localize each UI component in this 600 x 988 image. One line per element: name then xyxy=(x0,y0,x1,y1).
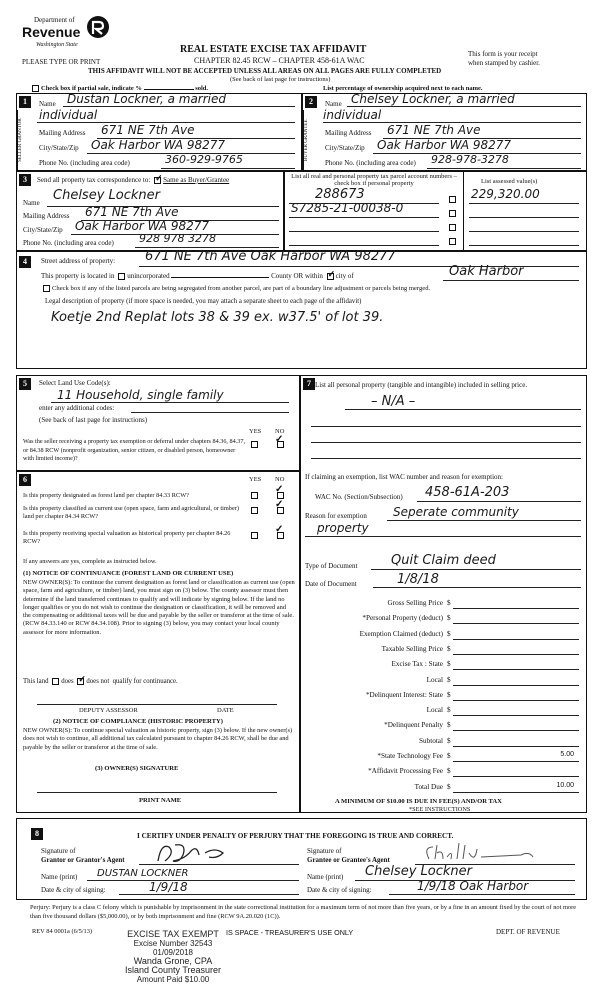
seller-city[interactable]: Oak Harbor WA 98277 xyxy=(91,138,226,152)
fee-dollar: $ xyxy=(447,690,451,699)
parcel-2-personal-checkbox[interactable] xyxy=(449,210,456,217)
grantor-sig-label-1: Signature of xyxy=(41,847,76,855)
form-title: REAL ESTATE EXCISE TAX AFFIDAVIT xyxy=(180,44,367,55)
fee-label: Subtotal xyxy=(419,736,443,745)
fee-row xyxy=(301,596,588,610)
exemption-label: If claiming an exemption, list WAC number and reason for exemption: xyxy=(305,473,503,481)
corr-mail-label: Mailing Address xyxy=(23,212,70,220)
land-use-yes-label: YES xyxy=(249,428,262,435)
stamp-line-6: Amount Paid $10.00 xyxy=(136,975,210,984)
stamp-line-3: 01/09/2018 xyxy=(152,948,194,957)
dept-label: Department of xyxy=(34,16,75,24)
fee-dollar: $ xyxy=(447,614,451,623)
fee-dollar: $ xyxy=(447,599,451,607)
fee-label: *Delinquent Interest: State xyxy=(365,690,443,699)
notice-compliance-title: (2) NOTICE OF COMPLIANCE (HISTORIC PROPERTY) xyxy=(53,718,223,725)
parcel-1-personal-checkbox[interactable] xyxy=(449,196,456,203)
corr-mail[interactable]: 671 NE 7th Ave xyxy=(85,205,179,219)
buyer-city[interactable]: Oak Harbor WA 98277 xyxy=(377,138,512,152)
parcels-header: List all real and personal property tax parcel account numbers – check box if personal property xyxy=(291,173,457,187)
section-buyer xyxy=(302,93,587,171)
treasurer-stamp xyxy=(108,930,238,984)
notice-continuance-body: NEW OWNER(S): To continue the current designation as forest land or classification as current use (open space, farm and agriculture, or timber) land, you must sign on (3) below. The county assessor must then determine if the land transferred continues to qualify and will indicate by signing below. If the land no longer qualifies or you do not wish to continue the designation or classification, it will be removed and the compensating or additional taxes will be due and payable by the seller or transferor at the time of sale. (RCW 84.33.140 or RCW 84.34.108). Prior to signing (3) below, you may contact your local county assessor for more information. xyxy=(23,579,295,636)
fee-row xyxy=(301,688,588,702)
certify-statement: I CERTIFY UNDER PENALTY OF PERJURY THAT THE FOREGOING IS TRUE AND CORRECT. xyxy=(137,832,454,840)
historic-yes-checkbox[interactable] xyxy=(251,532,258,539)
grantor-name[interactable]: DUSTAN LOCKNER xyxy=(97,868,189,879)
form-revision: REV 84 0001a (6/5/13) xyxy=(32,928,93,935)
property-city[interactable]: Oak Harbor xyxy=(449,264,524,279)
fee-label: Local xyxy=(426,706,443,715)
section-1-number: 1 xyxy=(19,96,31,108)
forest-question: Is this property designated as forest land per chapter 84.33 RCW? xyxy=(23,492,189,499)
grantee-signature[interactable] xyxy=(421,841,541,865)
fee-label: Total Due xyxy=(414,782,443,791)
see-instructions: *SEE INSTRUCTIONS xyxy=(409,806,471,813)
does-not-checkbox[interactable]: ✓ xyxy=(78,674,86,684)
s6-yes-label: YES xyxy=(249,476,262,483)
section-seller xyxy=(16,93,302,171)
doc-date-label: Date of Document xyxy=(305,580,357,588)
form-warning: THIS AFFIDAVIT WILL NOT BE ACCEPTED UNLESS ALL AREAS ON ALL PAGES ARE FULLY COMPLETED xyxy=(88,67,442,75)
notice-continuance-title: (1) NOTICE OF CONTINUANCE (FOREST LAND OR CURRENT USE) xyxy=(23,570,234,577)
reason-line-2[interactable]: property xyxy=(317,521,369,535)
deputy-date-label: DATE xyxy=(217,707,234,714)
section-designations xyxy=(16,471,300,813)
perjury-note: Perjury: Perjury is a class C felony which is punishable by imprisonment in the state correctional institution for a maximum term of not more than five years, or by a fine in an amount fixed by the court of not more than five thousand dollars ($5,000.00), or by both imprisonment and fine (RCW 9A.20.020 (1C)). xyxy=(30,904,577,920)
grantee-date[interactable]: 1/9/18 Oak Harbor xyxy=(417,879,529,893)
seller-city-label: City/State/Zip xyxy=(39,144,79,152)
stamp-line-2: Excise Number 32543 xyxy=(133,939,213,948)
parcel-3-personal-checkbox[interactable] xyxy=(449,224,456,231)
exemption-no-check-icon: ✓ xyxy=(275,434,284,445)
street-label: Street address of property: xyxy=(41,257,116,265)
fee-dollar: $ xyxy=(447,675,451,684)
fee-dollar: $ xyxy=(447,736,451,745)
grantor-sig-label-2: Grantor or Grantor's Agent xyxy=(41,856,125,864)
stamp-line-5: Island County Treasurer xyxy=(124,965,222,975)
land-use-no-label: NO xyxy=(275,428,285,435)
fee-row xyxy=(301,673,588,687)
buyer-name[interactable]: Chelsey Lockner, a married xyxy=(351,92,515,106)
dept-name: Revenue xyxy=(22,24,81,40)
grantor-name-label: Name (print) xyxy=(41,873,78,881)
dept-footer: DEPT. OF REVENUE xyxy=(496,928,560,936)
buyer-name-label: Name xyxy=(325,100,342,108)
fee-row xyxy=(301,780,588,794)
current-use-no-check-icon: ✓ xyxy=(275,499,284,510)
seller-phone-label: Phone No. (including area code) xyxy=(39,159,130,167)
buyer-phone-label: Phone No. (including area code) xyxy=(325,159,416,167)
corr-name[interactable]: Chelsey Lockner xyxy=(53,188,160,203)
receipt-note-2: when stamped by cashier. xyxy=(468,59,540,67)
does-checkbox[interactable] xyxy=(52,678,59,685)
parcel-4-personal-checkbox[interactable] xyxy=(449,238,456,245)
fee-row xyxy=(301,657,588,671)
historic-no-check-icon: ✓ xyxy=(275,524,284,535)
fee-label: Local xyxy=(426,675,443,684)
current-use-yes-checkbox[interactable] xyxy=(251,507,258,514)
seller-mail[interactable]: 671 NE 7th Ave xyxy=(101,123,195,137)
unincorporated-checkbox[interactable] xyxy=(118,273,125,280)
land-use-code[interactable]: 11 Household, single family xyxy=(57,388,224,402)
grantor-date-label: Date & city of signing: xyxy=(41,886,106,894)
fee-row xyxy=(301,764,588,778)
minimum-note: A MINIMUM OF $10.00 IS DUE IN FEE(S) AND/OR TAX xyxy=(335,798,502,805)
forest-yes-checkbox[interactable] xyxy=(251,492,258,499)
segregated-row: Check box if any of the listed parcels are being segregated from another parcel, are part of a boundary line adjustment or parcels being merged. xyxy=(41,285,430,292)
street-address[interactable]: 671 NE 7th Ave Oak Harbor WA 98277 xyxy=(145,249,396,264)
section-personal-property xyxy=(300,375,587,813)
fee-row xyxy=(301,703,588,717)
buyer-name-2[interactable]: individual xyxy=(323,108,382,122)
grantee-name-label: Name (print) xyxy=(307,873,344,881)
fee-dollar: $ xyxy=(447,752,451,760)
owner-signature-label: (3) OWNER(S) SIGNATURE xyxy=(95,765,179,772)
same-as-buyer-label: Same as Buyer/Grantee xyxy=(163,176,230,184)
parcel-2[interactable]: S7285-21-00038-0 xyxy=(291,201,404,215)
fee-label: Gross Selling Price xyxy=(387,599,443,607)
print-name-label: PRINT NAME xyxy=(139,797,182,804)
print-note: PLEASE TYPE OR PRINT xyxy=(22,58,101,66)
section-parcels xyxy=(284,171,587,251)
fee-row xyxy=(301,749,588,763)
revenue-logo xyxy=(22,12,117,52)
stamp-line-4: Wanda Grone, CPA xyxy=(133,956,213,966)
sold-label: sold. xyxy=(195,85,209,92)
seller-name-label: Name xyxy=(39,100,56,108)
section-4-number: 4 xyxy=(19,256,31,268)
if-yes-note: If any answers are yes, complete as instructed below. xyxy=(23,558,157,565)
section-land-use xyxy=(16,375,300,471)
fee-row xyxy=(301,611,588,625)
fee-label: *State Technology Fee xyxy=(377,752,443,760)
fee-label: *Affidavit Processing Fee xyxy=(368,767,443,776)
grantee-date-label: Date & city of signing: xyxy=(307,886,372,894)
buyer-mail[interactable]: 671 NE 7th Ave xyxy=(387,123,481,137)
same-as-buyer-checkbox[interactable]: ✓ xyxy=(155,172,163,183)
reason-label: Reason for exemption xyxy=(305,512,367,520)
wac-label: WAC No. (Section/Subsection) xyxy=(315,493,403,501)
s6-no-label: NO xyxy=(275,476,285,483)
assessed-header: List assessed value(s) xyxy=(481,178,538,185)
corr-name-label: Name xyxy=(23,199,40,207)
this-land-row: This land does ✓ does not qualify for continuance. xyxy=(23,674,178,686)
located-row: This property is located in unincorporated County OR within ✓ city of xyxy=(41,268,354,280)
doc-type[interactable]: Quit Claim deed xyxy=(391,553,496,568)
fee-label: Exemption Claimed (deduct) xyxy=(359,629,443,638)
fee-label: Excise Tax : State xyxy=(391,660,443,669)
fee-dollar: $ xyxy=(447,660,451,669)
section-property xyxy=(16,251,587,369)
land-use-label: Select Land Use Code(s): xyxy=(39,379,111,387)
buyer-tab: BUYER GRANTEE xyxy=(303,110,313,170)
revenue-emblem-icon xyxy=(86,14,110,40)
assessed-value[interactable]: 229,320.00 xyxy=(471,187,540,201)
seller-name[interactable]: Dustan Lockner, a married xyxy=(67,92,227,106)
forest-no-check-icon: ✓ xyxy=(275,484,284,495)
fee-label: Taxable Selling Price xyxy=(381,644,443,653)
doc-date[interactable]: 1/8/18 xyxy=(397,572,439,587)
doc-type-label: Type of Document xyxy=(305,562,358,570)
land-use-see-back: (See back of last page for instructions) xyxy=(39,416,148,424)
seller-mail-label: Mailing Address xyxy=(39,129,86,137)
personal-property-value[interactable]: – N/A – xyxy=(371,394,416,409)
section-8-number: 8 xyxy=(31,828,43,840)
stamp-line-1: EXCISE TAX EXEMPT xyxy=(127,929,219,939)
buyer-city-label: City/State/Zip xyxy=(325,144,365,152)
seller-tab: SELLER GRANTOR xyxy=(17,110,27,170)
section-2-number: 2 xyxy=(305,96,317,108)
section-certification xyxy=(16,818,587,900)
see-back-note: (See back of last page for instructions) xyxy=(230,76,331,83)
legal-label: Legal description of property (if more space is needed, you may attach a separate sheet to each page of the affidavit) xyxy=(45,298,362,305)
corr-phone-label: Phone No. (including area code) xyxy=(23,239,114,247)
corr-city-label: City/State/Zip xyxy=(23,226,63,234)
wac-number[interactable]: 458-61A-203 xyxy=(425,485,510,500)
form-chapters: CHAPTER 82.45 RCW – CHAPTER 458-61A WAC xyxy=(194,56,365,65)
corr-city[interactable]: Oak Harbor WA 98277 xyxy=(75,219,210,233)
fee-dollar: $ xyxy=(447,721,451,730)
fee-value[interactable]: 5.00 xyxy=(560,751,574,758)
buyer-mail-label: Mailing Address xyxy=(325,129,372,137)
segregated-checkbox[interactable] xyxy=(43,285,50,292)
fee-row xyxy=(301,627,588,641)
receipt-note-1: This form is your receipt xyxy=(468,50,538,58)
partial-sale-label: Check box if partial sale, indicate % xyxy=(41,85,142,92)
section-7-number: 7 xyxy=(303,378,315,390)
grantee-sig-label-1: Signature of xyxy=(307,847,342,855)
fee-row xyxy=(301,718,588,732)
grantee-name[interactable]: Chelsey Lockner xyxy=(365,864,472,879)
personal-property-label: List all personal property (tangible and intangible) included in selling price. xyxy=(315,381,528,389)
partial-sale-checkbox[interactable] xyxy=(32,85,39,92)
city-of-checkbox[interactable]: ✓ xyxy=(327,268,336,279)
grantor-date[interactable]: 1/9/18 xyxy=(149,880,188,894)
exemption-yes-checkbox[interactable] xyxy=(251,441,258,448)
buyer-phone[interactable]: 928-978-3278 xyxy=(431,153,509,166)
reason-line-1[interactable]: Seperate community xyxy=(393,505,519,519)
grantor-signature[interactable] xyxy=(153,839,243,867)
fee-value[interactable]: 10.00 xyxy=(556,781,574,789)
exemption-question: Was the seller receiving a property tax exemption or deferral under chapters 84.36, 84.37, or 84.38 RCW (nonprofit organization, senior citizen, or disabled person, homeowner with limited income)? xyxy=(23,438,245,462)
state-label: Washington State xyxy=(36,42,78,48)
additional-codes-label: enter any additional codes: xyxy=(39,404,115,412)
deputy-assessor-label: DEPUTY ASSESSOR xyxy=(79,707,138,714)
fee-dollar: $ xyxy=(447,706,451,715)
ownership-note: List percentage of ownership acquired next to each name. xyxy=(323,85,483,92)
fee-dollar: $ xyxy=(447,629,451,638)
fee-label: *Personal Property (deduct) xyxy=(362,614,443,623)
current-use-question: Is this property classified as current use (open space, farm and agricultural, or timber) land per chapter 84.34 RCW? xyxy=(23,505,239,520)
fee-dollar: $ xyxy=(447,782,451,791)
notice-compliance-body: NEW OWNER(S): To continue special valuation as historic property, sign (3) below. If the new owner(s) does not wish to continue, all additional tax calculated pursuant to chapter 84.26 RCW, shall be due and payable by the seller or transferor at the time of sale. xyxy=(23,727,293,751)
partial-sale-row xyxy=(30,85,208,92)
correspondence-label: Send all property tax correspondence to: ✓ Same as Buyer/Grantee xyxy=(37,172,230,184)
parcel-1[interactable]: 288673 xyxy=(315,187,365,202)
fee-dollar: $ xyxy=(447,767,451,776)
fee-row xyxy=(301,642,588,656)
fee-label: *Delinquent Penalty xyxy=(384,721,443,730)
historic-question: Is this property receiving special valuation as historical property per chapter 84.26 RCW? xyxy=(23,530,231,545)
seller-phone[interactable]: 360-929-9765 xyxy=(165,153,243,166)
legal-description[interactable]: Koetje 2nd Replat lots 38 & 39 ex. w37.5' of lot 39. xyxy=(51,310,384,325)
grantee-sig-label-2: Grantee or Grantee's Agent xyxy=(307,856,390,864)
corr-phone[interactable]: 928 978 3278 xyxy=(139,232,216,245)
section-3-number: 3 xyxy=(19,174,31,186)
fee-dollar: $ xyxy=(447,644,451,653)
section-correspondence xyxy=(16,171,284,251)
section-5-number: 5 xyxy=(19,378,31,390)
fee-row xyxy=(301,734,588,748)
section-6-number: 6 xyxy=(19,474,31,486)
seller-name-2[interactable]: individual xyxy=(39,108,98,122)
treasurer-space: IS SPACE - TREASURER'S USE ONLY xyxy=(226,928,354,937)
